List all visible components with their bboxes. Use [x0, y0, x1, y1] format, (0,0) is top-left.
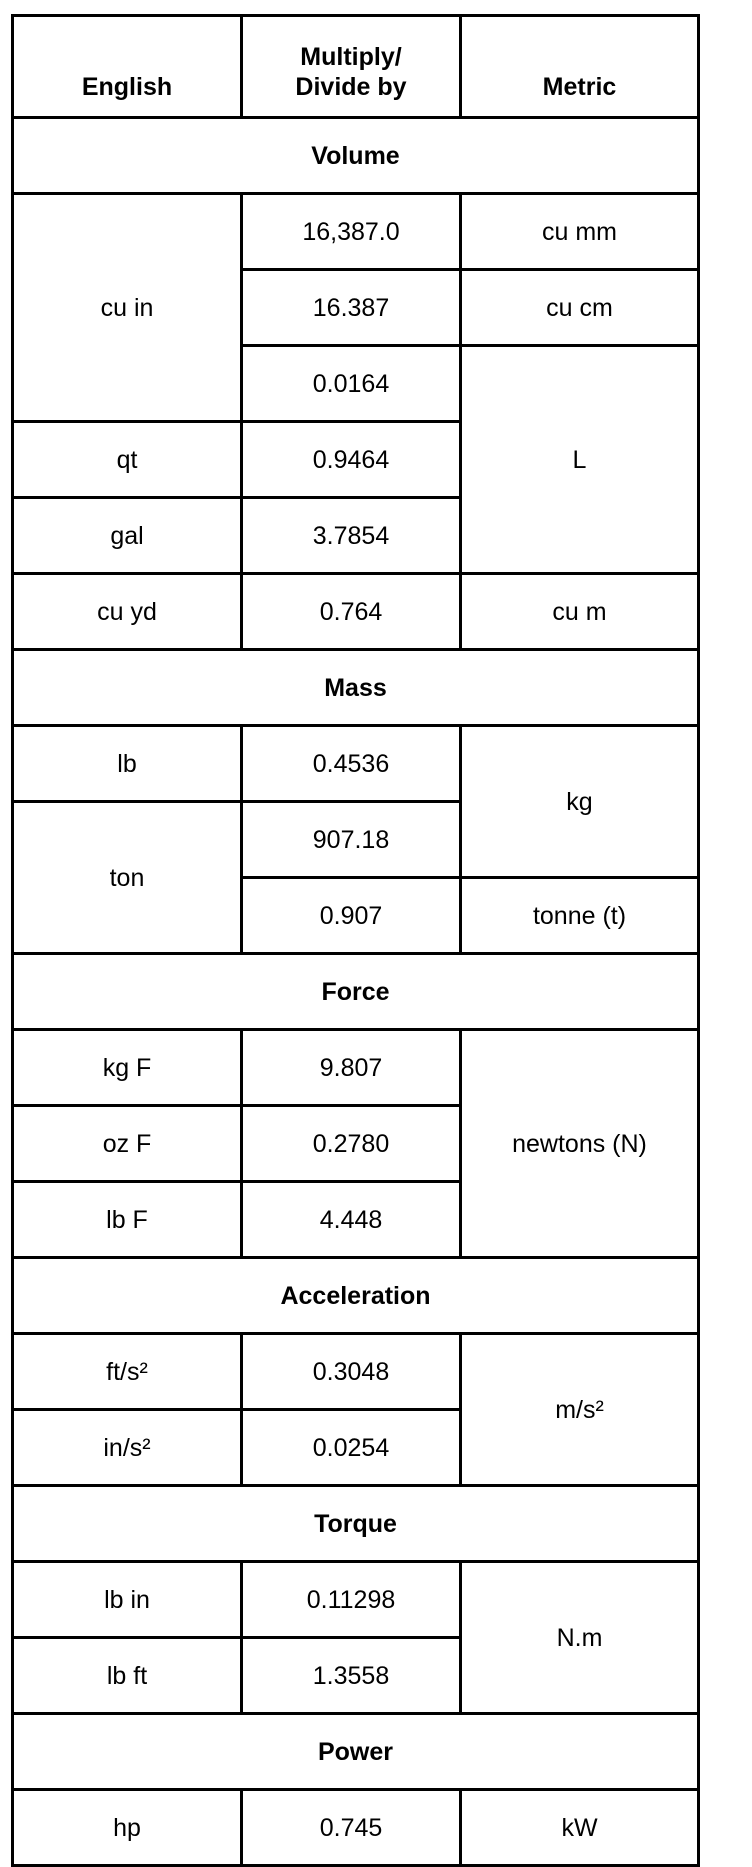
factor-cell: 1.3558: [242, 1638, 461, 1714]
factor-cell: 0.0254: [242, 1410, 461, 1486]
header-metric: Metric: [461, 16, 699, 118]
table-row: [13, 574, 699, 650]
factor-cell: 0.4536: [242, 726, 461, 802]
section-row: [13, 650, 699, 726]
english-unit-cell: cu yd: [13, 574, 242, 650]
factor-cell: 0.9464: [242, 422, 461, 498]
english-unit-cell: ft/s²: [13, 1334, 242, 1410]
english-unit-cell: lb: [13, 726, 242, 802]
english-unit-cell: gal: [13, 498, 242, 574]
section-row: [13, 1714, 699, 1790]
metric-unit-cell: L: [461, 346, 699, 574]
section-row: [13, 1486, 699, 1562]
table-row: [13, 1334, 699, 1410]
table-row: [13, 1030, 699, 1106]
english-unit-cell: ton: [13, 802, 242, 954]
metric-unit-cell: N.m: [461, 1562, 699, 1714]
table-row: [13, 1562, 699, 1638]
section-mass: Mass: [13, 650, 699, 726]
section-volume: Volume: [13, 118, 699, 194]
section-power: Power: [13, 1714, 699, 1790]
header-factor-line1: Multiply/: [300, 43, 402, 71]
section-acceleration: Acceleration: [13, 1258, 699, 1334]
metric-unit-cell: kg: [461, 726, 699, 878]
metric-unit-cell: cu cm: [461, 270, 699, 346]
factor-cell: 0.907: [242, 878, 461, 954]
english-unit-cell: kg F: [13, 1030, 242, 1106]
section-row: [13, 1258, 699, 1334]
english-unit-cell: lb ft: [13, 1638, 242, 1714]
english-unit-cell: in/s²: [13, 1410, 242, 1486]
factor-cell: 0.745: [242, 1790, 461, 1866]
factor-cell: 907.18: [242, 802, 461, 878]
factor-cell: 0.0164: [242, 346, 461, 422]
english-unit-cell: hp: [13, 1790, 242, 1866]
metric-unit-cell: kW: [461, 1790, 699, 1866]
english-unit-cell: oz F: [13, 1106, 242, 1182]
table-row: [13, 194, 699, 270]
english-unit-cell: lb in: [13, 1562, 242, 1638]
section-torque: Torque: [13, 1486, 699, 1562]
factor-cell: 0.3048: [242, 1334, 461, 1410]
factor-cell: 3.7854: [242, 498, 461, 574]
metric-unit-cell: cu m: [461, 574, 699, 650]
header-factor: [242, 16, 461, 118]
metric-unit-cell: cu mm: [461, 194, 699, 270]
metric-unit-cell: newtons (N): [461, 1030, 699, 1258]
section-force: Force: [13, 954, 699, 1030]
section-row: [13, 954, 699, 1030]
english-unit-cell: qt: [13, 422, 242, 498]
table-row: [13, 1790, 699, 1866]
table-row: [13, 726, 699, 802]
header-row: [13, 16, 699, 118]
factor-cell: 0.11298: [242, 1562, 461, 1638]
header-english: English: [13, 16, 242, 118]
factor-cell: 0.2780: [242, 1106, 461, 1182]
section-row: [13, 118, 699, 194]
factor-cell: 16,387.0: [242, 194, 461, 270]
metric-unit-cell: m/s²: [461, 1334, 699, 1486]
factor-cell: 9.807: [242, 1030, 461, 1106]
factor-cell: 4.448: [242, 1182, 461, 1258]
metric-unit-cell: tonne (t): [461, 878, 699, 954]
conversion-table: [11, 14, 700, 1867]
english-unit-cell: cu in: [13, 194, 242, 422]
factor-cell: 16.387: [242, 270, 461, 346]
english-unit-cell: lb F: [13, 1182, 242, 1258]
header-factor-line2: Divide by: [295, 73, 407, 101]
factor-cell: 0.764: [242, 574, 461, 650]
